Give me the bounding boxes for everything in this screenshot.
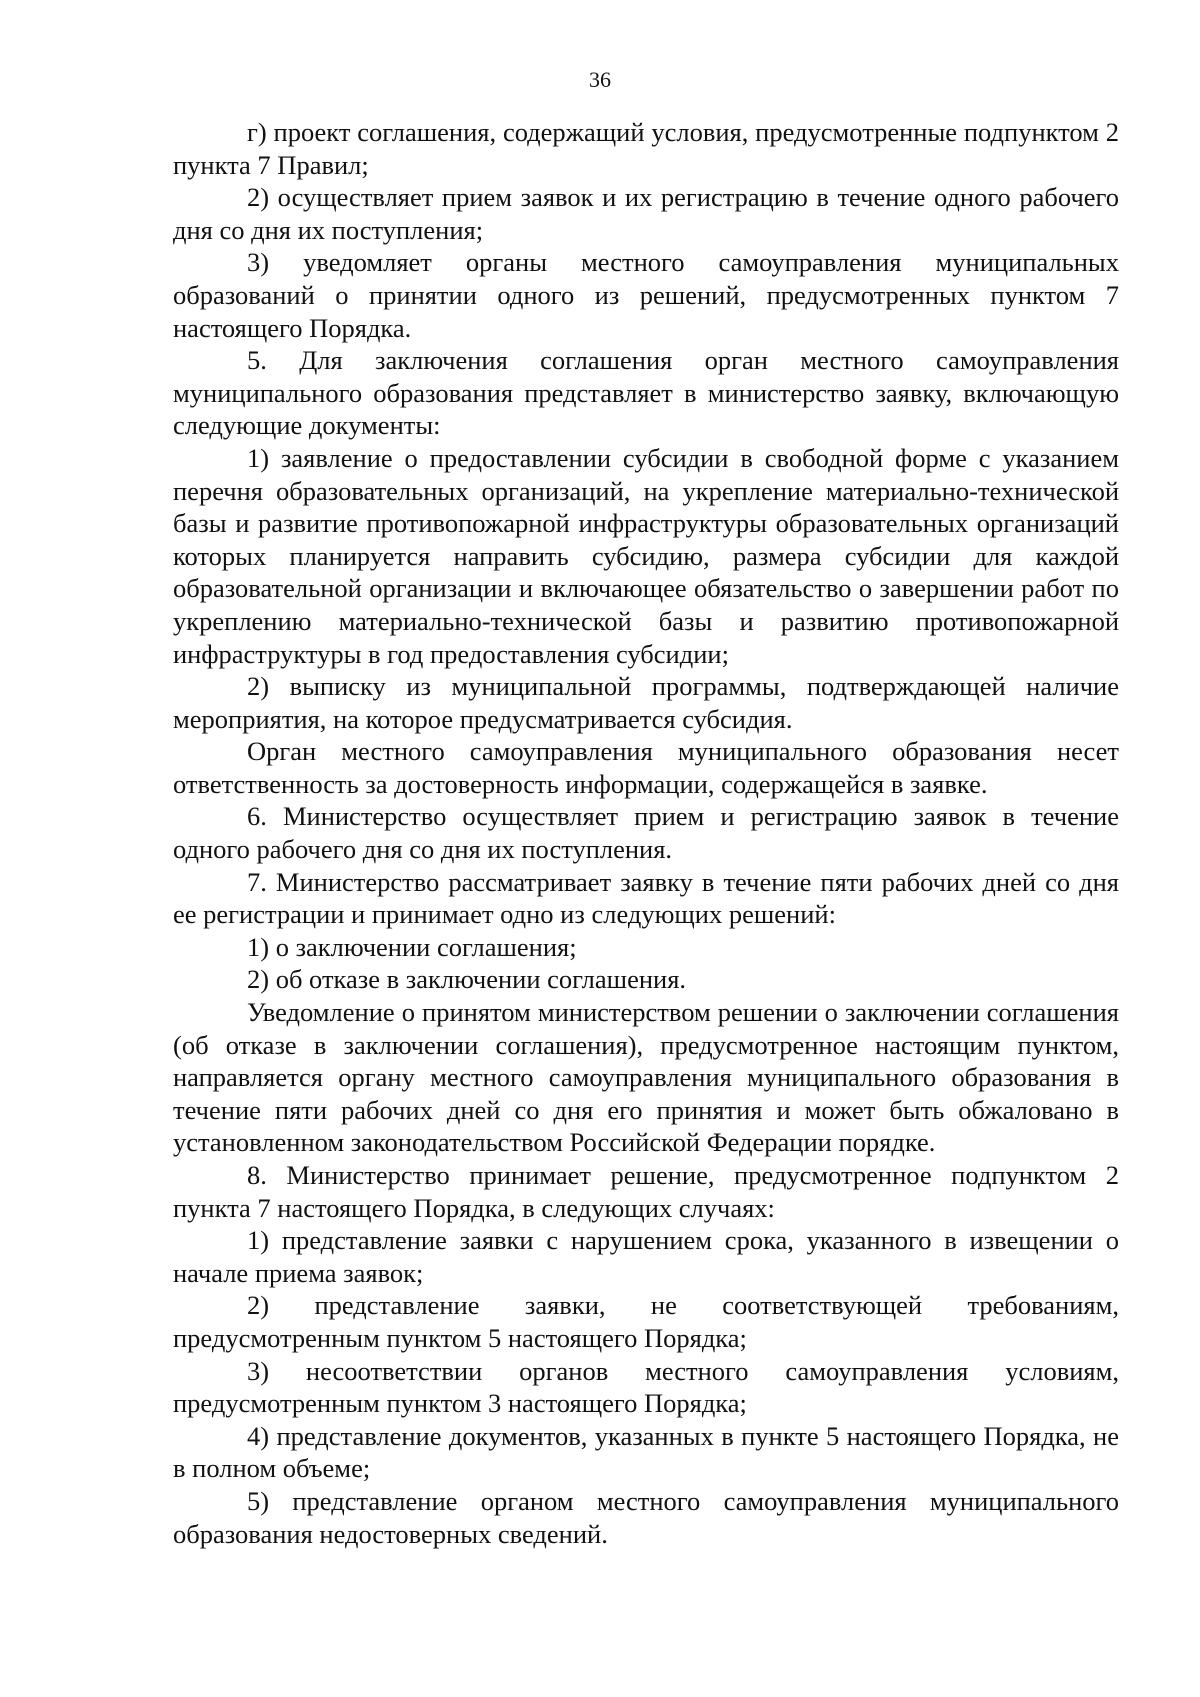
paragraph-7-2-refusal: 2) об отказе в заключении соглашения. bbox=[247, 964, 687, 995]
paragraph-3-notifies-authorities: 3) уведомляет органы местного самоуправления муниципальных образований о принятии одного из решений, предусмотренных пунктом 7 настоящего Порядка. bbox=[173, 247, 1119, 343]
paragraph-8-4-incomplete: 4) представление документов, указанных в пункте 5 настоящего Порядка, не в полном объеме; bbox=[173, 1420, 1119, 1484]
page-number: 36 bbox=[589, 67, 611, 92]
paragraph-8-5-false-info: 5) представление органом местного самоуправления муниципального образования недостоверных сведений. bbox=[173, 1485, 1119, 1549]
paragraph-8-1-late-submission: 1) представление заявки с нарушением срока, указанного в извещении о начале приема заявок; bbox=[173, 1225, 1119, 1288]
paragraph-7-1-conclusion: 1) о заключении соглашения; bbox=[247, 931, 577, 962]
paragraph-responsibility: Орган местного самоуправления муниципального образования несет ответственность за достоверность информации, содержащейся в заявке. bbox=[173, 736, 1119, 799]
paragraph-5-2-program-extract: 2) выписку из муниципальной программы, подтверждающей наличие мероприятия, на которое предусматривается субсидия. bbox=[173, 671, 1119, 734]
paragraph-7-review: 7. Министерство рассматривает заявку в течение пяти рабочих дней со дня ее регистрации и принимает одно из следующих решений: bbox=[173, 866, 1119, 930]
document-body bbox=[173, 116, 1119, 1550]
paragraph-8-2-noncompliant: 2) представление заявки, не соответствующей требованиям, предусмотренным пунктом 5 настоящего Порядка; bbox=[173, 1290, 1119, 1353]
paragraph-8-3-conditions: 3) несоответствии органов местного самоуправления условиям, предусмотренным пунктом 3 настоящего Порядка; bbox=[173, 1355, 1119, 1419]
paragraph-notification: Уведомление о принятом министерством решении о заключении соглашения (об отказе в заключении соглашения), предусмотренное настоящим пунктом, направляется органу местного самоуправления муниципального образования в течение пяти рабочих дней со дня его принятия и может быть обжаловано в установленном законодательством Российской Федерации порядке. bbox=[173, 997, 1119, 1158]
paragraph-2-accepts-applications: 2) осуществляет прием заявок и их регистрацию в течение одного рабочего дня со дня их поступления; bbox=[173, 182, 1119, 245]
paragraph-6-registration: 6. Министерство осуществляет прием и регистрацию заявок в течение одного рабочего дня со дня их поступления. bbox=[173, 801, 1119, 865]
paragraph-g-agreement-draft: г) проект соглашения, содержащий условия, предусмотренные подпунктом 2 пункта 7 Правил; bbox=[173, 117, 1119, 180]
paragraph-5-application-documents: 5. Для заключения соглашения орган местного самоуправления муниципального образования представляет в министерство заявку, включающую следующие документы: bbox=[173, 345, 1119, 441]
paragraph-8-refusal-cases: 8. Министерство принимает решение, предусмотренное подпунктом 2 пункта 7 настоящего Порядка, в следующих случаях: bbox=[173, 1160, 1119, 1223]
paragraph-5-1-subsidy-statement: 1) заявление о предоставлении субсидии в свободной форме с указанием перечня образовательных организаций, на укрепление материально-технической базы и развитие противопожарной инфраструктуры образовательных организаций которых планируется направить субсидию, размера субсидии для каждой образовательной организации и включающее обязательство о завершении работ по укреплению материально-технической базы и развитию противопожарной инфраструктуры в год предоставления субсидии; bbox=[173, 442, 1119, 669]
